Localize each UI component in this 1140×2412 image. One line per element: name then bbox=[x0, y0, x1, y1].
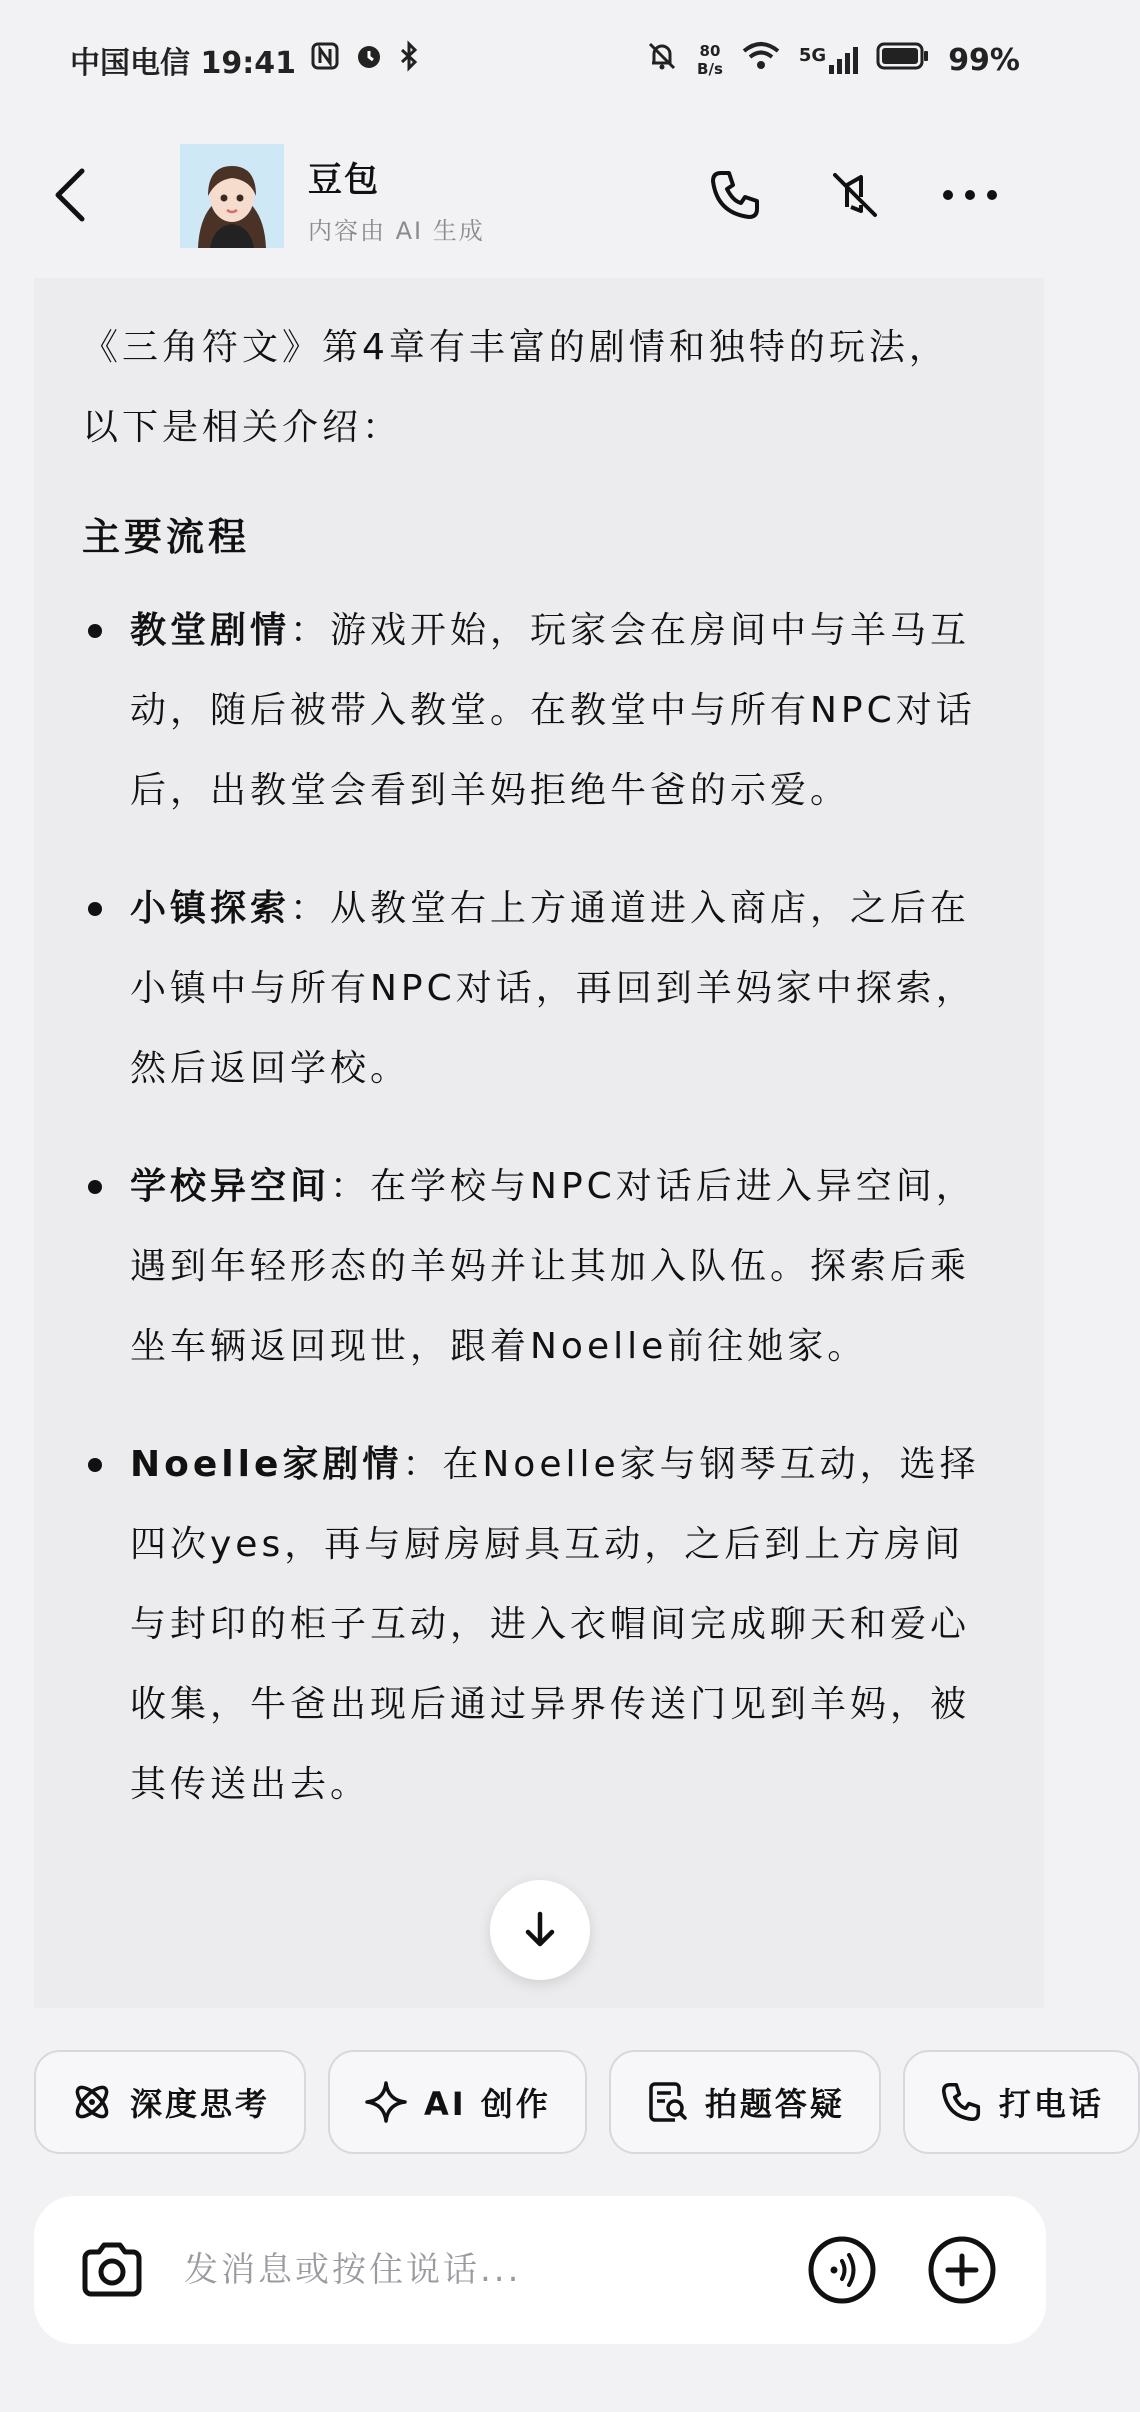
alarm-icon bbox=[354, 41, 384, 79]
mute-button[interactable] bbox=[820, 160, 890, 230]
message-input[interactable] bbox=[184, 2240, 784, 2300]
bullet-body: ：在Noelle家与钢琴互动，选择四次yes，再与厨房厨具互动，之后到上方房间与封印的柜子互动，进入衣帽间完成聊天和爱心收集，牛爸出现后通过异界传送门见到羊妈，被其传送出去。 bbox=[130, 1444, 980, 1805]
bullet-text bbox=[130, 1425, 984, 1825]
bullet-text bbox=[130, 1147, 984, 1387]
chip-label: 打电话 bbox=[998, 2085, 1104, 2123]
bullet-dot bbox=[88, 902, 102, 916]
bluetooth-icon bbox=[398, 41, 420, 79]
net-speed bbox=[697, 42, 723, 78]
photo-question-icon bbox=[645, 2080, 689, 2124]
title-block bbox=[308, 152, 485, 246]
chip-label: 拍题答疑 bbox=[704, 2085, 845, 2123]
bullet-dot bbox=[88, 624, 102, 638]
bullet-title: 教堂剧情 bbox=[130, 610, 291, 651]
bullet-text bbox=[130, 869, 984, 1109]
list-item bbox=[82, 1147, 984, 1387]
chat-header bbox=[0, 130, 1080, 260]
chip-label: AI 创作 bbox=[424, 2085, 551, 2123]
chip-deep-think[interactable] bbox=[34, 2050, 306, 2154]
bot-subtitle: 内容由 AI 生成 bbox=[308, 217, 485, 245]
list-item bbox=[82, 869, 984, 1109]
list-item bbox=[82, 591, 984, 831]
net-speed-unit: B/s bbox=[697, 60, 723, 78]
network-type: 5G bbox=[798, 45, 827, 66]
plus-icon bbox=[926, 2234, 998, 2306]
voice-button[interactable] bbox=[804, 2232, 880, 2308]
carrier-time: 中国电信 19:41 bbox=[70, 46, 296, 81]
quick-actions bbox=[34, 2050, 1104, 2154]
scroll-to-bottom-button[interactable] bbox=[490, 1880, 590, 1980]
voice-wave-icon bbox=[806, 2234, 878, 2306]
status-left bbox=[70, 38, 420, 82]
nfc-icon bbox=[310, 41, 340, 79]
bullet-title: Noelle家剧情 bbox=[130, 1444, 403, 1485]
signal-icon bbox=[799, 45, 858, 75]
list-item bbox=[82, 1425, 984, 1825]
bullet-title: 小镇探索 bbox=[130, 888, 291, 929]
arrow-down-icon bbox=[518, 1908, 562, 1952]
mute-icon bbox=[645, 39, 679, 81]
bot-name: 豆包 bbox=[308, 160, 380, 200]
more-button[interactable] bbox=[935, 160, 1005, 230]
call-button[interactable] bbox=[700, 160, 770, 230]
message-heading: 主要流程 bbox=[82, 515, 251, 559]
assistant-message bbox=[34, 278, 1044, 2008]
phone-icon bbox=[707, 167, 763, 223]
chip-photo-question[interactable] bbox=[609, 2050, 881, 2154]
net-speed-value: 80 bbox=[699, 42, 721, 60]
more-icon bbox=[940, 185, 1000, 205]
chip-phone-call[interactable] bbox=[903, 2050, 1140, 2154]
bullet-text bbox=[130, 591, 984, 831]
message-input-bar bbox=[34, 2196, 1046, 2344]
sparkle-icon bbox=[364, 2080, 408, 2124]
bullet-body: ：从教堂右上方通道进入商店，之后在小镇中与所有NPC对话，再回到羊妈家中探索，然后返回学校。 bbox=[130, 888, 976, 1089]
bullet-dot bbox=[88, 1458, 102, 1472]
avatar[interactable] bbox=[180, 144, 284, 248]
avatar-image bbox=[180, 144, 284, 248]
mute-mic-icon bbox=[827, 167, 883, 223]
back-icon bbox=[50, 165, 90, 225]
status-right bbox=[645, 39, 1020, 81]
wifi-icon bbox=[741, 41, 781, 79]
back-button[interactable] bbox=[40, 160, 100, 230]
bullet-body: ：游戏开始，玩家会在房间中与羊马互动，随后被带入教堂。在教堂中与所有NPC对话后，出教堂会看到羊妈拒绝牛爸的示爱。 bbox=[130, 610, 976, 811]
bullet-body: ：在学校与NPC对话后进入异空间，遇到年轻形态的羊妈并让其加入队伍。探索后乘坐车辆返回现世，跟着Noelle前往她家。 bbox=[130, 1166, 976, 1367]
bullet-title: 学校异空间 bbox=[130, 1166, 331, 1207]
message-intro: 《三角符文》第4章有丰富的剧情和独特的玩法，以下是相关介绍： bbox=[82, 327, 949, 448]
battery-icon bbox=[876, 41, 930, 79]
chip-label: 深度思考 bbox=[130, 2085, 271, 2123]
atom-icon bbox=[70, 2080, 114, 2124]
phone-icon bbox=[939, 2080, 983, 2124]
camera-button[interactable] bbox=[72, 2230, 152, 2310]
chip-ai-create[interactable] bbox=[328, 2050, 587, 2154]
status-bar bbox=[0, 0, 1080, 120]
camera-icon bbox=[79, 2240, 145, 2300]
add-button[interactable] bbox=[924, 2232, 1000, 2308]
battery-level: 99% bbox=[948, 42, 1020, 78]
bullet-list bbox=[82, 591, 984, 1825]
bullet-dot bbox=[88, 1180, 102, 1194]
